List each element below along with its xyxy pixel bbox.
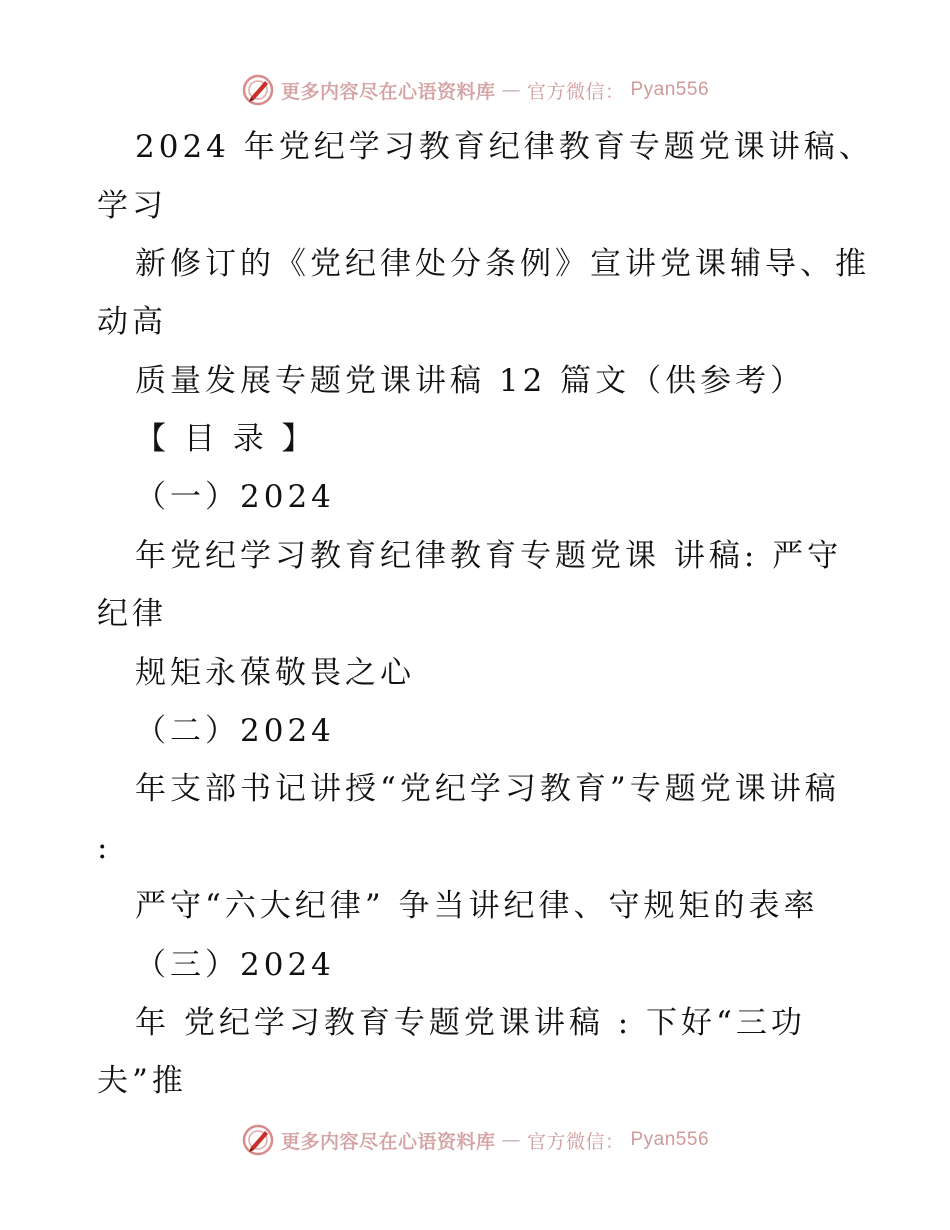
watermark-separator: — xyxy=(501,79,521,101)
title-line-3: 新修订的《党纪律处分条例》宣讲党课辅导、推 xyxy=(135,246,870,282)
toc-heading: 【 目 录 】 xyxy=(135,421,317,457)
watermark-handle: Pyan556 xyxy=(630,1129,710,1150)
toc-item-3-number: （三）2024 xyxy=(135,947,335,983)
title-line-1: 2024 年党纪学习教育纪律教育专题党课讲稿、 xyxy=(135,129,874,165)
toc-item-1-text-end: 规矩永葆敬畏之心 xyxy=(135,655,415,691)
pen-logo-icon xyxy=(241,1123,275,1157)
watermark-contact-label: 官方微信： xyxy=(526,80,625,103)
toc-item-2-text-end: 严守“六大纪律” 争当讲纪律、守规矩的表率 xyxy=(135,888,819,924)
watermark-contact-label: 官方微信： xyxy=(526,1130,625,1153)
watermark-text: 更多内容尽在心语资料库 xyxy=(280,80,496,103)
watermark-separator: — xyxy=(501,1129,521,1151)
toc-item-2-text: 年支部书记讲授“党纪学习教育”专题党课讲稿 xyxy=(135,771,840,807)
toc-item-3-text: 年 党纪学习教育专题党课讲稿 : 下好“三功 xyxy=(135,1005,806,1041)
footer-watermark-banner xyxy=(0,1120,950,1160)
title-line-2: 学习 xyxy=(97,188,167,224)
toc-item-1-text: 年党纪学习教育纪律教育专题党课 讲稿: 严守 xyxy=(135,538,843,574)
toc-item-3-text-cont: 夫”推 xyxy=(97,1063,187,1099)
title-line-5: 质量发展专题党课讲稿 12 篇文（供参考） xyxy=(135,363,806,399)
watermark-handle: Pyan556 xyxy=(630,79,710,100)
toc-item-1-number: （一）2024 xyxy=(135,479,335,515)
title-line-4: 动高 xyxy=(97,304,167,340)
toc-item-2-colon: : xyxy=(97,830,112,866)
watermark-text: 更多内容尽在心语资料库 xyxy=(280,1130,496,1153)
toc-item-1-text-cont: 纪律 xyxy=(97,596,167,632)
toc-item-2-number: （二）2024 xyxy=(135,713,335,749)
